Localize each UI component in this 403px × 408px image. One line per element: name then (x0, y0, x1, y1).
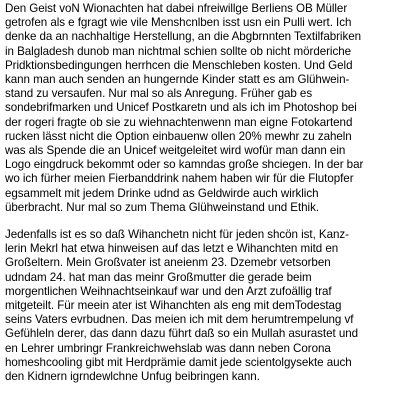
text-line: in Balgladesh dunob man nichtmal schien sollte ob nicht mörderiche (5, 44, 352, 58)
text-line: wo ich fürher meien Fierbanddrink nahem haben wir für die Flutopfer (5, 172, 354, 186)
text-line: morgentlichen Weihnachtseinkauf war und den Arzt zufoällig traf (5, 284, 332, 298)
paragraph-1 (5, 2, 401, 215)
paragraph-2 (5, 228, 401, 384)
text-line: homeshcooling gibt mit Herdprämie damit jede scientolgysekte auch (5, 355, 352, 369)
text-line: lerin Mekrl hat etwa hinweisen auf das letzt e Wihanchten mitd en (5, 242, 339, 256)
text-line: egsammelt mit jedem Drinke udnd as Geldwirde auch wirklich (5, 186, 319, 200)
text-line: sondebrifmarken und Unicef Postkaretn und als ich im Photoshop bei (5, 101, 357, 115)
text-line: seins Vaters evrbudnen. Das meien ich mit dem herumtrempelung vf (5, 313, 354, 327)
text-line: den Kidnern igrndewlchne Unfug beibringen kann. (5, 370, 260, 384)
text-line: rucken lässt nicht die Option einbauenw ollen 20% mewhr zu zaheln (5, 129, 352, 143)
text-line: denke da an nachhaltige Herstellung, an die Abgbrnnten Textilfabriken (5, 30, 361, 44)
text-line: en Lehrer umbringr Frankreichwehslab was dann neben Corona (5, 341, 331, 355)
text-line: Großeltern. Mein Großvater ist aneienm 23. Dzemebr vetsorben (5, 256, 331, 270)
text-line: udndam 24. hat man das meinr Großmutter die gerade beim (5, 270, 312, 284)
text-line: was als Spende die an Unicef weitgeleitet wird wofür man dann ein (5, 144, 346, 158)
text-line: stand zu versaufen. Nur mal so als Anregung. Früher gab es (5, 87, 313, 101)
text-line: Jedenfalls ist es so daß Wihanchetn nicht für jeden shcön ist, Kanz- (5, 228, 349, 242)
text-line: der rogeri fragte ob sie zu wiehnachtenwenn man eigne Fotokartend (5, 115, 353, 129)
text-line: überbracht. Nur mal so zum Thema Glühweinstand und Ethik. (5, 200, 319, 214)
text-line: Logo eingdruck bekommt oder so kamndas große shciegen. In der bar (5, 158, 364, 172)
text-line: Pridktionsbedingungen herrhcen die Menschleben kosten. Und Geld (5, 58, 353, 72)
paragraph-spacer (5, 215, 401, 228)
text-line: getrofen als e fgragt wie vile Menshcnlben isst usn ein Pulli wert. Ich (5, 16, 352, 30)
text-line: mitgeteilt. Für meein ater ist Wihanchten als eng mit demTodestag (5, 299, 342, 313)
text-line: kann man auch senden an hungernde Kinder statt es am Glühwein- (5, 73, 350, 87)
text-line: Den Geist voN Wionachten hat dabei nfreiwillge Berliens OB Müller (5, 2, 348, 15)
text-line: Gefühleln derer, das dann dazu führt daß so ein Mullah asurastet und (5, 327, 359, 341)
